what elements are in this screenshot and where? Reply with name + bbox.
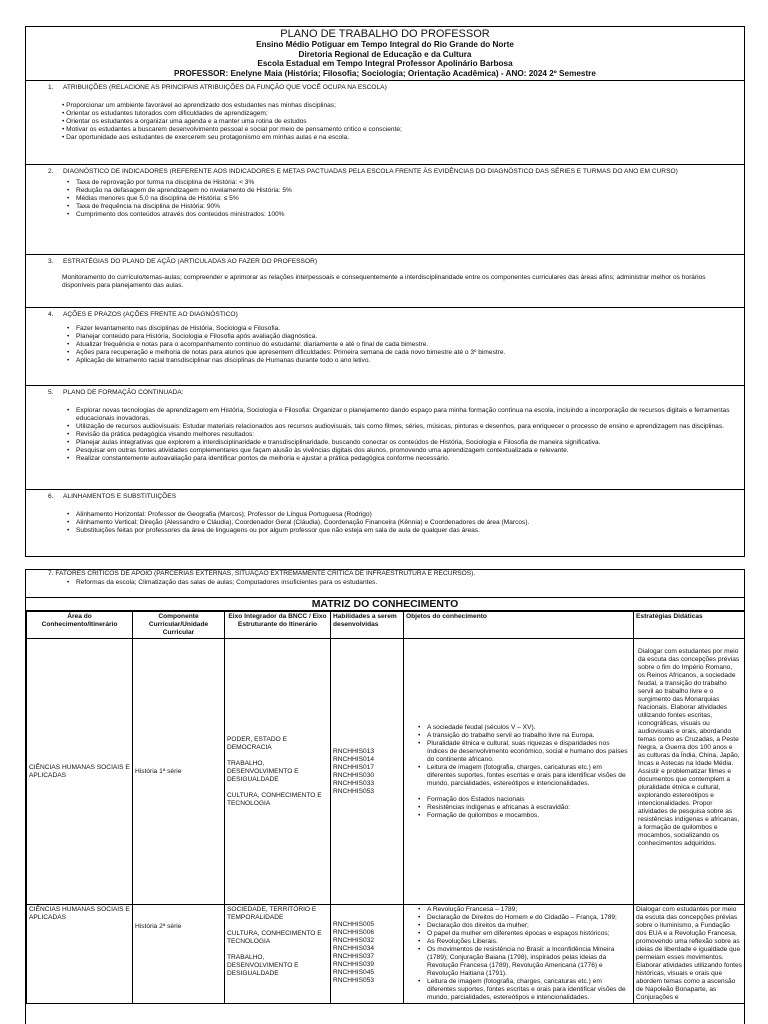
section-number: 3.	[48, 258, 54, 265]
section-alinhamentos	[26, 490, 744, 556]
list-item: • Declaração de Direitos do Homem e do Cidadão – França, 1789;	[414, 914, 631, 922]
section-estrategias	[26, 255, 744, 308]
list-item: • Fazer levantamento nas disciplinas de História, Sociologia e Filosofia.	[32, 325, 738, 333]
list-item: • As Revoluções Liberais.	[414, 938, 631, 946]
header-line: Diretoria Regional de Educação e da Cultura	[298, 49, 472, 59]
matrix-box	[25, 569, 745, 1024]
column-header: Área do Conhecimento/Itinerário	[27, 612, 133, 639]
eixo-item: CULTURA, CONHECIMENTO E TECNOLOGIA	[227, 930, 322, 945]
section-title: 7. FATORES CRÍTICOS DE APOIO (PARCERIAS EXTERNAS, SITUAÇÃO EXTREMAMENTE CRÍTICA DE INFRAESTRUTURA E RECURSOS).	[48, 570, 476, 577]
list-item: • Orientar os estudantes a organizar uma agenda e a manter uma rotina de estudos	[62, 118, 307, 125]
list-item: • Resistências indígenas e africanas à escravidão:	[414, 804, 631, 812]
list-item: • Taxa de frequência na disciplina de História: 90%	[32, 203, 738, 211]
section-title: ESTRATÉGIAS DO PLANO DE AÇÃO (ARTICULADAS AO FAZER DO PROFESSOR)	[63, 258, 318, 265]
list-item: • Reformas da escola; Climatização das salas de aulas; Computadores insuficientes para os estudantes.	[32, 579, 738, 587]
list-item: • Redução na defasagem de aprendizagem no nivelamento de História: 5%	[32, 187, 738, 195]
section-list	[32, 325, 738, 365]
eixo-item: SOCIEDADE, TERRITÓRIO E TEMPORALIDADE	[227, 906, 317, 921]
section-title: ATRIBUIÇÕES (RELACIONE AS PRINCIPAIS ATRIBUIÇÕES DA FUNÇÃO QUE VOCÊ OCUPA NA ESCOLA)	[63, 84, 387, 91]
list-item: • Planejar aulas integrativas que explorem a interdisciplinaridade e transdisciplinaridade, buscando conectar os conteúdos de História, Sociologia e Filosofia de maneira significativa.	[32, 439, 738, 447]
objetos-cell	[404, 639, 634, 905]
list-item: • Orientar os estudantes tutorados com dificuldades de aprendizagem;	[62, 110, 268, 117]
list-item: • Ações para recuperação e melhoria de notas para alunos que apresentem dificuldades: Primeira semana de cada novo bimestre até o 3º bimestre.	[32, 349, 738, 357]
column-header: Estratégias Didáticas	[634, 612, 745, 639]
section-text: Monitoramento do currículo/temas-aulas; compreender e aprimorar as relações interpessoais e consequentemente a interdisciplinaridade entre os componentes curriculares das áreas afins; administrar melhor os horários disponíveis para planejamento das aulas.	[62, 274, 706, 289]
column-header: Habilidades a serem desenvolvidas	[331, 612, 404, 639]
list-item: • Dar oportunidade aos estudantes de exercerem seu protagonismo em minhas aulas e na escola.	[62, 134, 350, 141]
section-number: 5.	[48, 389, 54, 396]
list-item: • Declaração dos direitos da mulher;	[414, 922, 631, 930]
section-acoes	[26, 308, 744, 386]
list-item: • Realizar constantemente autoavaliação para identificar pontos de melhoria e ajustar a prática pedagógica conforme necessário.	[32, 455, 738, 463]
skill-code: RNCHHIS033	[333, 779, 375, 787]
objetos-cell	[404, 905, 634, 1004]
skill-code: RNCHHIS037	[333, 953, 375, 960]
list-item: • Médias menores que 5,0 na disciplina de História: ≤ 5%	[32, 195, 738, 203]
eixo-cell	[225, 905, 331, 1004]
plan-header	[26, 27, 744, 81]
section-formacao	[26, 386, 744, 490]
list-item: • A Revolução Francesa – 1789;	[414, 906, 631, 914]
matrix-title: MATRIZ DO CONHECIMENTO	[26, 598, 744, 611]
section-number: 6.	[48, 493, 54, 500]
section-title: AÇÕES E PRAZOS (AÇÕES FRENTE AO DIAGNÓSTICO)	[63, 311, 238, 318]
eixo-cell	[225, 639, 331, 905]
area-cell: CIÊNCIAS HUMANAS SOCIAIS E APLICADAS	[27, 905, 133, 1004]
list-item: • Substituições feitas por professores da área de linguagens ou por algum professor que não esteja em sala de aula de qualquer das áreas.	[32, 527, 738, 535]
skill-code: RNCHHIS053	[333, 977, 375, 984]
list-item: • Pluralidade étnica e cultural, suas riquezas e disparidades nos índices de desenvolvimento econômico, social e humano dos países do continente africano.	[414, 740, 631, 764]
habilidades-cell	[331, 905, 404, 1004]
skill-code: RNCHHIS053	[333, 787, 375, 795]
skill-code: RNCHHIS034	[333, 945, 375, 952]
eixo-item: CULTURA, CONHECIMENTO E TECNOLOGIA	[227, 791, 322, 807]
section-title: DIAGNÓSTICO DE INDICADORES (REFERENTE AOS INDICADORES E METAS PACTUADAS PELA ESCOLA FRENTE ÀS EVIDÊNCIAS DO DIAGNÓSTICO DAS SÉRIES E TURMAS DO ANO EM CURSO)	[63, 168, 678, 175]
list-item: • Planejar conteúdo para História, Sociologia e Filosofia após avaliação diagnóstica.	[32, 333, 738, 341]
list-item: • O papel da mulher em diferentes épocas e espaços históricos;	[414, 930, 631, 938]
skill-code: RNCHHIS006	[333, 929, 375, 936]
list-item: • A transição do trabalho servil ao trabalho livre na Europa.	[414, 732, 631, 740]
skill-code: RNCHHIS013	[333, 747, 375, 755]
section-number: 4.	[48, 311, 54, 318]
area-cell: CIÊNCIAS HUMANAS SOCIAIS E APLICADAS	[27, 639, 133, 905]
list-item: • A sociedade feudal (séculos V – XV).	[414, 724, 631, 732]
eixo-item: TRABALHO, DESENVOLVIMENTO E DESIGUALDADE	[227, 954, 299, 977]
list-item: • Formação dos Estados nacionais	[414, 796, 631, 804]
list-item: • Utilização de recursos audiovisuais: Estudar materiais relacionados aos recursos audiovisuais, tais como filmes, séries, músicas, pinturas e desenhos, para enriquecer o processo de ensino e aprendizagem nas disciplinas.	[32, 423, 738, 431]
list-item: • Leitura de imagem (fotografia, charges, caricaturas etc.) em diferentes suportes, fontes escritas e orais para identificar visões de mundo, parcialidades, estereótipos e intencionalidades.	[414, 764, 631, 788]
plan-box	[25, 26, 745, 557]
skill-code: RNCHHIS014	[333, 755, 375, 763]
list-item: • Cumprimento dos conteúdos através dos conteúdos ministrados: 100%	[32, 211, 738, 219]
table-row	[27, 905, 745, 1004]
matrix-table	[26, 611, 745, 1004]
estrategias-cell: Dialogar com estudantes por meio da escuta das concepções prévias sobre o fim do Império Romano, os Reinos Africanos, a sociedade feudal, a transição do trabalho servil ao trabalho livre e o surgimento das Monarquias Nacionais. Elaborar atividades utilizando fontes escritas, iconográficas, visuais ou audiovisuais e orais, abordando temas como as Cruzadas, a Peste Negra, a Guerra dos 100 anos e as culturas da Índia, China, Japão, Incas e Astecas na Idade Média. Assistir e problematizar filmes e documentos que contemplem a pluralidade étnica e cultural, explorando estereótipos e intencionalidades. Propor atividades de pesquisa sobre as resistências indígenas e africanas, a formação de quilombos e mocambos, socializando os conhecimentos adquiridos.	[634, 639, 745, 905]
header-line: PROFESSOR: Enelyne Maia (História; Filosofia; Sociologia; Orientação Acadêmica) - ANO: 2024 2º Semestre	[174, 68, 596, 78]
list-item: • Taxa de reprovação por turma na disciplina de História: < 3%	[32, 179, 738, 187]
skill-code: RNCHHIS030	[333, 771, 375, 779]
section-title: PLANO DE FORMAÇÃO CONTINUADA:	[63, 389, 184, 396]
estrategias-cell: Dialogar com estudantes por meio da escuta das concepções prévias sobre o Iluminismo, a Fundação dos EUA e a Revolução Francesa, promovendo uma reflexão sobre as ideias de liberdade e igualdade que permeiam esses movimentos. Elaborar atividades utilizando fontes históricas, visuais e orais que abordem temas como a ascensão de Napoleão Bonaparte, as Conjurações e	[634, 905, 745, 1004]
list-item: • Explorar novas tecnologias de aprendizagem em História, Sociologia e Filosofia: Organizar o planejamento dando espaço para minha formação contínua na escola, incluindo a incorporação de recursos digitais e ferramentas educacionais inovadoras.	[32, 407, 738, 423]
list-item: • Proporcionar um ambiente favorável ao aprendizado dos estudantes nas minhas disciplinas;	[62, 102, 336, 109]
skill-code: RNCHHIS017	[333, 763, 375, 771]
section-list	[32, 579, 738, 587]
table-header-row	[27, 612, 745, 639]
list-item: • Alinhamento Horizontal: Professor de Geografia (Marcos); Professor de Língua Portuguesa (Rodrigo)	[32, 511, 738, 519]
list-item: • Leitura de imagem (fotografia, charges, caricaturas etc.) em diferentes suportes, fontes escritas e orais para identificar visões de mundo, parcialidades, estereótipos e intencionalidades.	[414, 978, 631, 1002]
section-list	[32, 511, 738, 535]
skill-code: RNCHHIS039	[333, 961, 375, 968]
list-item: • Alinhamento Vertical: Direção (Alessandro e Cláudia), Coordenador Geral (Cláudia), Coordenação Financeira (Kênnia) e Coordenadores de área (Marcos).	[32, 519, 738, 527]
section-number: 2.	[48, 168, 54, 175]
skill-code: RNCHHIS032	[333, 937, 375, 944]
section-list	[32, 102, 738, 142]
table-row	[27, 639, 745, 905]
list-item: • Formação de quilombos e mocambos.	[414, 812, 631, 820]
section-title: ALINHAMENTOS E SUBSTITUIÇÕES	[63, 493, 177, 500]
section-list	[32, 407, 738, 463]
plan-title: PLANO DE TRABALHO DO PROFESSOR	[280, 28, 490, 40]
header-line: Escola Estadual em Tempo Integral Professor Apolinário Barbosa	[257, 59, 513, 68]
section-atribuicoes	[26, 81, 744, 165]
list-item: • Revisão da prática pedagógica visando melhores resultados:	[32, 431, 738, 439]
section-fatores	[26, 570, 744, 598]
component-cell: História 1ª série	[133, 639, 225, 905]
section-number: 1.	[48, 84, 54, 91]
list-item: • Os movimentos de resistência no Brasil: a Inconfidência Mineira (1789); Conjuração Baiana (1798), inspirados pelas ideias da Revolução Francesa (1789), Revolução Americana (1776) e Revolução Haitiana (1791).	[414, 946, 631, 978]
column-header: Eixo Integrador da BNCC / Eixo Estruturante do Itinerário	[225, 612, 331, 639]
column-header: Componente Curricular/Unidade Curricular	[133, 612, 225, 639]
component-cell: História 2ª série	[133, 905, 225, 1004]
habilidades-cell	[331, 639, 404, 905]
list-item: • Motivar os estudantes a buscarem desenvolvimento pessoal e social por meio de pensamento crítico e consciente;	[62, 126, 402, 133]
list-item: • Pesquisar em outras fontes atividades complementares que façam alusão às vivências digitais dos alunos, promovendo uma aprendizagem contextualizada e relevante.	[32, 447, 738, 455]
skill-code: RNCHHIS005	[333, 921, 375, 928]
eixo-item: PODER, ESTADO E DEMOCRACIA	[227, 735, 287, 751]
header-line: Ensino Médio Potiguar em Tempo Integral do Rio Grande do Norte	[256, 40, 514, 49]
section-diagnostico	[26, 165, 744, 255]
list-item: • Atualizar frequência e notas para o acompanhamento contínuo do estudante: diariamente e até o final de cada bimestre.	[32, 341, 738, 349]
column-header: Objetos do conhecimento	[404, 612, 634, 639]
list-item: • Aplicação de letramento racial transdisciplinar nas disciplinas de Humanas durante todo o ano letivo.	[32, 357, 738, 365]
skill-code: RNCHHIS045	[333, 969, 375, 976]
eixo-item: TRABALHO, DESENVOLVIMENTO E DESIGUALDADE	[227, 759, 299, 783]
section-list	[32, 179, 738, 219]
